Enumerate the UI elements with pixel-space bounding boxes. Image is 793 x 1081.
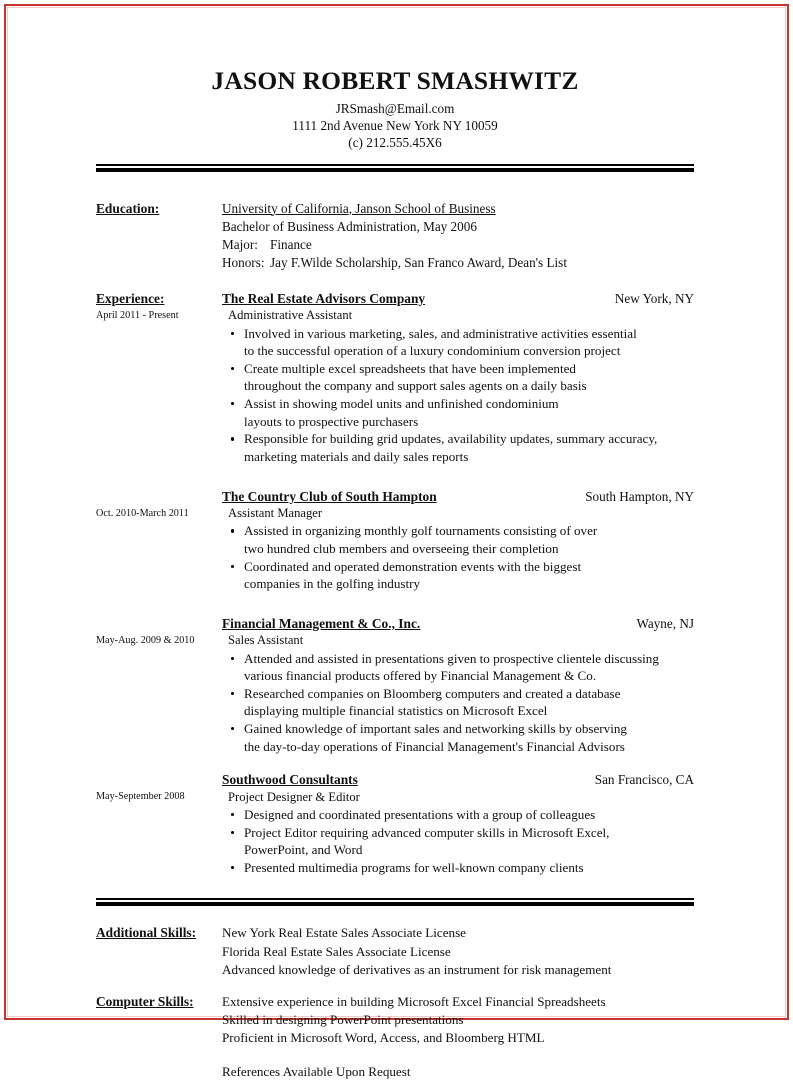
job-date-2: May-Aug. 2009 & 2010 [96,634,195,646]
bullet-line: the day-to-day operations of Financial Management's Financial Advisors [244,738,625,754]
education-honors-key: Honors: [222,254,265,270]
bullet-line: marketing materials and daily sales reports [244,448,469,464]
job-company-0: The Real Estate Advisors Company [222,290,426,306]
education-major-value: Finance [270,236,312,252]
job-label-column-2 [96,615,222,647]
bullet-item [228,360,694,395]
candidate-email: JRSmash@Email.com [335,101,455,117]
skill-line: Advanced knowledge of derivatives as an instrument for risk management [222,961,612,977]
candidate-name: JASON ROBERT SMASHWITZ [211,66,579,95]
bullet-item [228,430,694,465]
education-content [222,200,694,272]
bullet-item [228,522,694,557]
bullet-line: Coordinated and operated demonstration events with the biggest [244,558,582,574]
candidate-phone: (c) 212.555.45X6 [348,135,442,151]
bullet-item [228,650,694,685]
experience-label: Experience: [96,290,165,306]
candidate-address: 1111 2nd Avenue New York NY 10059 [292,118,498,134]
job-date-1: Oct. 2010-March 2011 [96,507,189,519]
computer-skills-content [222,993,694,1081]
bullet-line: Project Editor requiring advanced computer skills in Microsoft Excel, [244,824,610,840]
bullet-line: displaying multiple financial statistics on Microsoft Excel [244,703,548,719]
education-honors-row [222,254,694,272]
additional-skills-section [96,924,694,978]
computer-skills-label-column [96,993,222,1011]
skill-line: Skilled in designing PowerPoint presentations [222,1011,464,1027]
education-label-column [96,200,222,218]
job-label-column-3 [96,771,222,803]
job-label-column-1 [96,488,222,520]
resume-document [96,66,694,1081]
job-section-1 [96,488,694,593]
bullet-item [228,824,694,859]
bullet-line: various financial products offered by Financial Management & Co. [244,668,597,684]
bullet-line: Presented multimedia programs for well-known company clients [244,859,584,875]
experience-section [96,290,694,466]
job-title-1: Assistant Manager [228,505,323,520]
bullet-line: throughout the company and support sales agents on a daily basis [244,378,587,394]
job-bullets-3 [222,806,694,876]
job-title-2: Sales Assistant [228,633,304,648]
job-location-1: South Hampton, NY [585,488,694,504]
bullet-item [228,685,694,720]
bullet-line: to the successful operation of a luxury condominium conversion project [244,343,621,359]
skill-line: New York Real Estate Sales Associate License [222,925,466,941]
education-major-row [222,236,694,254]
bullet-line: Involved in various marketing, sales, and administrative activities essential [244,325,637,341]
job-bullets-1 [222,522,694,592]
job-company-1: The Country Club of South Hampton [222,488,437,504]
bullet-line: layouts to prospective purchasers [244,413,419,429]
bullet-item [228,859,694,877]
job-head-2 [222,615,694,632]
education-major-key: Major: [222,236,258,252]
education-school: University of California, Janson School of Business [222,200,496,216]
job-title-0: Administrative Assistant [228,308,353,323]
job-location-2: Wayne, NJ [636,615,694,631]
additional-skills-label: Additional Skills: [96,925,197,941]
job-head-1 [222,488,694,505]
bullet-line: Researched companies on Bloomberg computers and created a database [244,685,621,701]
bullet-item [228,806,694,824]
education-label: Education: [96,200,160,216]
job-company-3: Southwood Consultants [222,772,358,788]
job-date-0: April 2011 - Present [96,309,179,321]
job-bullets-0 [222,325,694,466]
job-location-3: San Francisco, CA [594,772,694,788]
education-degree: Bachelor of Business Administration, May 2006 [222,218,477,234]
job-content-0 [222,290,694,466]
skill-line: Proficient in Microsoft Word, Access, and Bloomberg HTML [222,1029,545,1045]
job-title-3: Project Designer & Editor [228,789,360,804]
job-location-0: New York, NY [614,290,694,306]
bullet-line: companies in the golfing industry [244,576,421,592]
job-section-3 [96,771,694,876]
job-bullets-2 [222,650,694,756]
additional-skills-content [222,924,694,978]
bullet-line: Assisted in organizing monthly golf tournaments consisting of over [244,523,598,539]
divider-rule-top [96,164,694,172]
bullet-line: Responsible for building grid updates, availability updates, summary accuracy, [244,431,658,447]
job-content-3 [222,771,694,876]
bullet-line: PowerPoint, and Word [244,842,363,858]
job-head-3 [222,771,694,788]
job-content-2 [222,615,694,755]
bullet-item [228,558,694,593]
skill-line: Extensive experience in building Microsoft Excel Financial Spreadsheets [222,993,606,1009]
bullet-line: Gained knowledge of important sales and networking skills by observing [244,721,627,736]
skill-line: Florida Real Estate Sales Associate License [222,943,451,959]
computer-skills-section [96,993,694,1081]
job-section-2 [96,615,694,755]
job-company-2: Financial Management & Co., Inc. [222,615,421,631]
bullet-line: Assist in showing model units and unfinished condominium [244,396,559,412]
job-date-3: May-September 2008 [96,791,185,803]
computer-skills-label: Computer Skills: [96,993,194,1009]
resume-header [96,66,694,152]
references-line: References Available Upon Request [222,1063,411,1079]
bullet-line: Attended and assisted in presentations given to prospective clientele discussing [244,650,659,666]
job-head-0 [222,290,694,307]
divider-rule-bottom [96,898,694,906]
experience-label-column [96,290,222,322]
bullet-item [228,720,694,755]
education-section [96,200,694,272]
bullet-item [228,395,694,430]
bullet-line: Create multiple excel spreadsheets that have been implemented [244,360,576,376]
additional-skills-label-column [96,924,222,942]
bullet-line: two hundred club members and overseeing their completion [244,540,559,556]
job-content-1 [222,488,694,593]
education-honors-value: Jay F.Wilde Scholarship, San Franco Award, Dean's List [270,254,567,270]
bullet-item [228,325,694,360]
bullet-line: Designed and coordinated presentations with a group of colleagues [244,807,596,823]
